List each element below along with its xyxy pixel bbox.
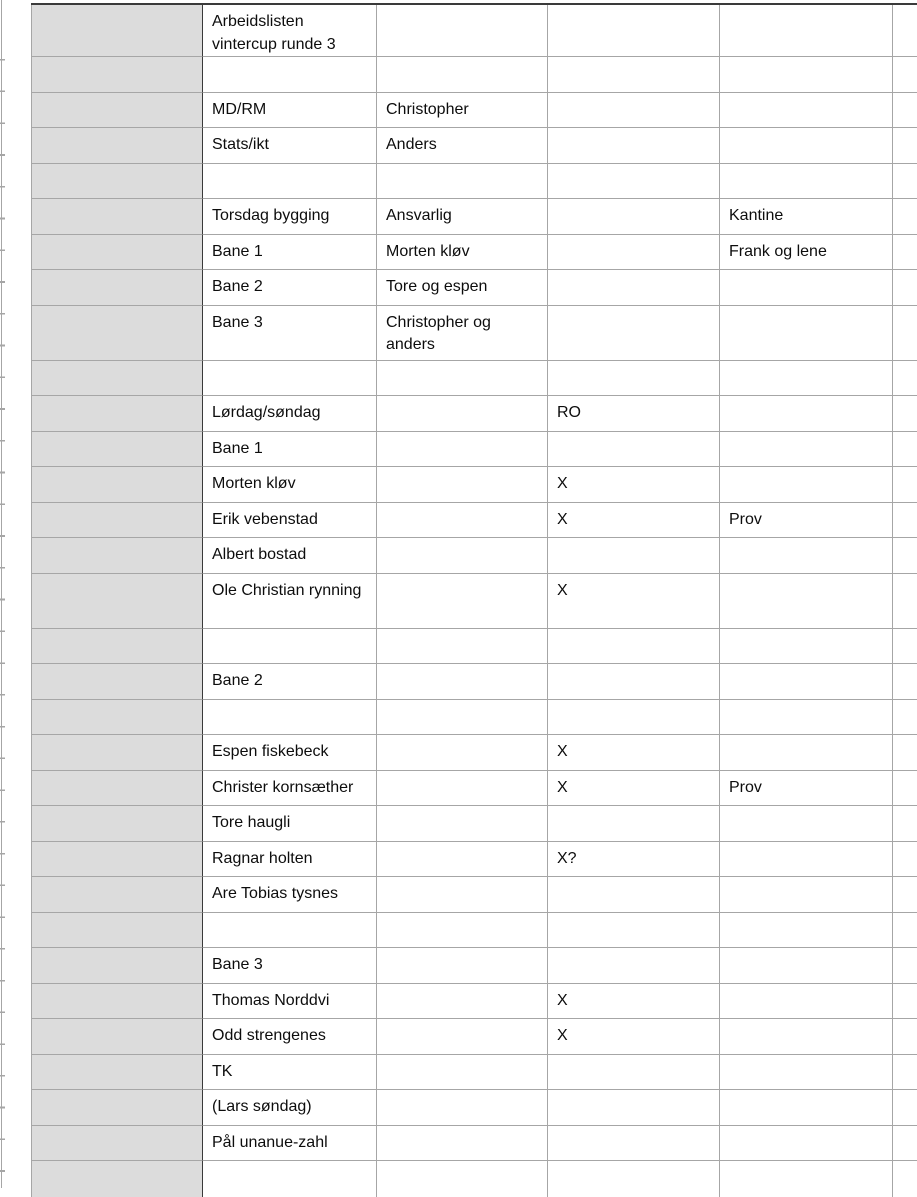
cell-text: X [557,510,568,528]
table-cell[interactable] [377,5,548,57]
table-cell[interactable] [203,1055,377,1091]
row-header-cell[interactable] [31,984,203,1020]
table-cell[interactable] [548,93,720,129]
page-edge-row-ticks [0,59,5,1188]
table-row [31,270,917,306]
row-header-cell[interactable] [31,1055,203,1091]
cell-text: Christer kornsæther [212,778,354,796]
table-cell[interactable] [893,1055,917,1091]
table-cell[interactable] [203,1090,377,1126]
table-cell[interactable] [203,57,377,93]
table-row [31,538,917,574]
cell-text: Erik vebenstad [212,510,318,528]
table-cell[interactable] [548,5,720,57]
table-cell[interactable] [893,913,917,949]
table-cell[interactable] [893,432,917,468]
table-cell[interactable] [203,199,377,235]
table-row [31,503,917,539]
table-cell[interactable] [548,984,720,1020]
cell-text: Ansvarlig [386,207,452,224]
table-cell[interactable] [203,164,377,200]
row-header-cell[interactable] [31,199,203,235]
cell-text: Torsdag bygging [212,207,330,224]
table-cell[interactable] [720,1161,893,1197]
table-cell[interactable] [893,1090,917,1126]
table-cell[interactable] [720,842,893,878]
table-cell[interactable] [377,664,548,700]
table-row [31,5,917,57]
table-row [31,700,917,736]
table-row [31,432,917,468]
table-cell[interactable] [720,1126,893,1162]
table-cell[interactable] [548,361,720,397]
table-cell[interactable] [377,93,548,129]
table-cell[interactable] [893,1161,917,1197]
spreadsheet-table [31,3,917,1197]
table-cell[interactable] [548,1090,720,1126]
table-cell[interactable] [203,503,377,539]
table-cell[interactable] [203,235,377,271]
table-cell[interactable] [377,235,548,271]
cell-text: Anders [386,136,437,153]
table-row [31,877,917,913]
table-cell[interactable] [720,5,893,57]
table-cell[interactable] [720,913,893,949]
row-header-cell[interactable] [31,1019,203,1055]
table-cell[interactable] [203,984,377,1020]
row-header-cell[interactable] [31,503,203,539]
table-cell[interactable] [893,467,917,503]
table-row [31,1161,917,1197]
row-header-cell[interactable] [31,771,203,807]
table-cell[interactable] [720,664,893,700]
cell-text: X [557,778,568,796]
table-cell[interactable] [377,57,548,93]
cell-text: RO [557,404,581,421]
row-header-cell[interactable] [31,128,203,164]
cell-text: Frank og lene [729,242,827,260]
table-cell[interactable] [548,574,720,629]
cell-text: Ragnar holten [212,849,313,867]
table-row [31,128,917,164]
table-cell[interactable] [893,700,917,736]
table-cell[interactable] [548,57,720,93]
table-cell[interactable] [893,948,917,984]
table-cell[interactable] [203,1019,377,1055]
row-header-cell[interactable] [31,806,203,842]
table-cell[interactable] [203,877,377,913]
row-header-cell[interactable] [31,235,203,271]
table-row [31,948,917,984]
cell-text: Morten kløv [386,242,470,260]
cell-text: Bane 1 [212,242,263,260]
table-cell[interactable] [548,467,720,503]
table-cell[interactable] [893,503,917,539]
cell-text: Christopher [386,100,469,118]
table-cell[interactable] [203,664,377,700]
table-row [31,913,917,949]
table-cell[interactable] [548,396,720,432]
table-cell[interactable] [203,538,377,574]
table-cell[interactable] [377,467,548,503]
table-row [31,664,917,700]
table-cell[interactable] [720,735,893,771]
table-cell[interactable] [377,842,548,878]
table-cell[interactable] [720,306,893,361]
cell-text: X [557,581,568,599]
row-header-cell[interactable] [31,913,203,949]
table-cell[interactable] [893,199,917,235]
table-row [31,396,917,432]
table-cell[interactable] [720,1090,893,1126]
cell-text: Thomas Norddvi [212,991,330,1009]
table-cell[interactable] [893,164,917,200]
table-cell[interactable] [893,1019,917,1055]
table-row [31,235,917,271]
table-cell[interactable] [720,396,893,432]
cell-text: X [557,991,568,1009]
cell-text: Prov [729,778,762,796]
row-header-cell[interactable] [31,93,203,129]
table-cell[interactable] [893,306,917,361]
cell-text: Bane 3 [212,956,263,973]
table-cell[interactable] [548,700,720,736]
table-cell[interactable] [893,93,917,129]
table-cell[interactable] [893,842,917,878]
cell-text: TK [212,1062,233,1080]
table-cell[interactable] [203,270,377,306]
table-row [31,771,917,807]
table-cell[interactable] [720,432,893,468]
table-cell[interactable] [893,396,917,432]
cell-text: X [557,1027,568,1044]
table-cell[interactable] [377,877,548,913]
table-cell[interactable] [893,128,917,164]
table-cell[interactable] [720,1055,893,1091]
row-header-cell[interactable] [31,877,203,913]
row-header-cell[interactable] [31,57,203,93]
cell-text: Morten kløv [212,475,296,492]
table-cell[interactable] [720,128,893,164]
table-cell[interactable] [377,984,548,1020]
table-cell[interactable] [548,629,720,665]
row-header-cell[interactable] [31,574,203,629]
table-cell[interactable] [548,877,720,913]
table-cell[interactable] [548,664,720,700]
cell-text: X [557,743,568,760]
table-cell[interactable] [203,361,377,397]
table-cell[interactable] [548,306,720,361]
table-cell[interactable] [548,913,720,949]
table-row [31,93,917,129]
table-cell[interactable] [893,771,917,807]
cell-text: Bane 1 [212,439,263,457]
row-header-cell[interactable] [31,361,203,397]
table-cell[interactable] [203,396,377,432]
cell-text: Kantine [729,207,784,224]
cell-text: Odd strengenes [212,1027,326,1044]
row-header-cell[interactable] [31,270,203,306]
table-row [31,1019,917,1055]
table-cell[interactable] [377,128,548,164]
table-cell[interactable] [720,1019,893,1055]
row-header-cell[interactable] [31,629,203,665]
table-cell[interactable] [377,1055,548,1091]
table-cell[interactable] [203,735,377,771]
row-header-cell[interactable] [31,700,203,736]
row-header-cell[interactable] [31,432,203,468]
cell-text: MD/RM [212,100,267,118]
row-header-cell[interactable] [31,664,203,700]
table-cell[interactable] [377,1126,548,1162]
table-row [31,1126,917,1162]
table-cell[interactable] [203,948,377,984]
table-cell[interactable] [893,629,917,665]
table-row [31,57,917,93]
table-cell[interactable] [377,574,548,629]
table-row [31,361,917,397]
table-cell[interactable] [203,306,377,361]
table-cell[interactable] [548,1126,720,1162]
table-cell[interactable] [893,235,917,271]
table-cell[interactable] [377,164,548,200]
table-cell[interactable] [203,913,377,949]
table-cell[interactable] [377,735,548,771]
table-cell[interactable] [548,771,720,807]
cell-text: Lørdag/søndag [212,404,321,421]
table-row [31,467,917,503]
table-cell[interactable] [720,984,893,1020]
table-cell[interactable] [377,771,548,807]
row-header-cell[interactable] [31,1126,203,1162]
row-header-cell[interactable] [31,735,203,771]
table-cell[interactable] [377,629,548,665]
table-cell[interactable] [893,574,917,629]
table-cell[interactable] [720,93,893,129]
table-cell[interactable] [377,1161,548,1197]
table-row [31,1055,917,1091]
table-cell[interactable] [720,806,893,842]
row-header-cell[interactable] [31,164,203,200]
table-row [31,735,917,771]
table-cell[interactable] [548,270,720,306]
table-cell[interactable] [720,235,893,271]
table-cell[interactable] [548,432,720,468]
table-cell[interactable] [377,432,548,468]
row-header-cell[interactable] [31,396,203,432]
cell-text: X [557,475,568,492]
table-row [31,199,917,235]
table-cell[interactable] [548,842,720,878]
table-cell[interactable] [377,1090,548,1126]
table-cell[interactable] [377,503,548,539]
table-cell[interactable] [893,538,917,574]
table-cell[interactable] [893,57,917,93]
table-cell[interactable] [720,948,893,984]
cell-text: (Lars søndag) [212,1098,312,1115]
table-cell[interactable] [377,538,548,574]
table-cell[interactable] [893,664,917,700]
cell-text: Ole Christian rynning [212,581,362,599]
table-cell[interactable] [203,1161,377,1197]
table-cell[interactable] [377,806,548,842]
table-cell[interactable] [720,629,893,665]
table-cell[interactable] [548,806,720,842]
table-cell[interactable] [377,1019,548,1055]
table-cell[interactable] [893,806,917,842]
table-cell[interactable] [203,806,377,842]
table-cell[interactable] [720,467,893,503]
table-cell[interactable] [377,270,548,306]
table-cell[interactable] [203,842,377,878]
table-cell[interactable] [377,361,548,397]
table-cell[interactable] [720,771,893,807]
table-cell[interactable] [720,574,893,629]
table-cell[interactable] [548,199,720,235]
table-cell[interactable] [203,700,377,736]
table-row [31,842,917,878]
cell-text: Bane 2 [212,672,263,689]
table-cell[interactable] [203,1126,377,1162]
table-cell[interactable] [203,574,377,629]
table-cell[interactable] [893,984,917,1020]
cell-text: Bane 3 [212,313,263,331]
table-cell[interactable] [203,128,377,164]
cell-text: Are Tobias tysnes [212,885,338,902]
row-header-cell[interactable] [31,538,203,574]
cell-text: Tore haugli [212,814,291,831]
table-cell[interactable] [203,467,377,503]
table-cell[interactable] [377,396,548,432]
table-cell[interactable] [720,538,893,574]
row-header-cell[interactable] [31,306,203,361]
table-cell[interactable] [720,57,893,93]
cell-text: Espen fiskebeck [212,743,329,760]
table-cell[interactable] [548,235,720,271]
table-cell[interactable] [893,361,917,397]
table-row [31,984,917,1020]
table-row [31,306,917,361]
cell-text: Christopher og anders [386,313,491,353]
row-header-cell[interactable] [31,948,203,984]
table-cell[interactable] [893,270,917,306]
table-cell[interactable] [548,948,720,984]
table-cell[interactable] [548,1161,720,1197]
table-cell[interactable] [203,93,377,129]
table-cell[interactable] [720,361,893,397]
table-cell[interactable] [893,5,917,57]
table-row [31,806,917,842]
table-cell[interactable] [720,700,893,736]
table-cell[interactable] [548,1019,720,1055]
table-cell[interactable] [377,199,548,235]
table-cell[interactable] [548,538,720,574]
table-cell[interactable] [548,1055,720,1091]
table-cell[interactable] [893,735,917,771]
cell-text: Arbeidslisten vintercup runde 3 [212,13,336,53]
table-cell[interactable] [377,700,548,736]
table-cell[interactable] [720,877,893,913]
table-cell[interactable] [377,913,548,949]
row-header-cell[interactable] [31,1161,203,1197]
table-row [31,164,917,200]
table-cell[interactable] [720,270,893,306]
table-cell[interactable] [548,503,720,539]
cell-text: Pål unanue-zahl [212,1133,328,1151]
table-cell[interactable] [720,164,893,200]
table-cell[interactable] [203,629,377,665]
table-cell[interactable] [720,199,893,235]
table-title-cell[interactable] [203,5,377,57]
cell-text: Albert bostad [212,546,307,563]
cell-text: X? [557,849,577,867]
cell-text: Stats/ikt [212,136,269,153]
table-cell[interactable] [203,432,377,468]
table-row [31,629,917,665]
row-header-cell[interactable] [31,842,203,878]
table-cell[interactable] [203,771,377,807]
table-cell[interactable] [377,306,548,361]
table-row [31,574,917,629]
table-cell[interactable] [720,503,893,539]
row-header-cell[interactable] [31,5,203,57]
table-cell[interactable] [548,128,720,164]
cell-text: Prov [729,510,762,528]
row-header-cell[interactable] [31,1090,203,1126]
cell-text: Tore og espen [386,278,488,295]
table-cell[interactable] [893,877,917,913]
row-header-cell[interactable] [31,467,203,503]
table-cell[interactable] [377,948,548,984]
table-cell[interactable] [893,1126,917,1162]
cell-text: Bane 2 [212,278,263,295]
table-cell[interactable] [548,735,720,771]
table-cell[interactable] [548,164,720,200]
table-row [31,1090,917,1126]
